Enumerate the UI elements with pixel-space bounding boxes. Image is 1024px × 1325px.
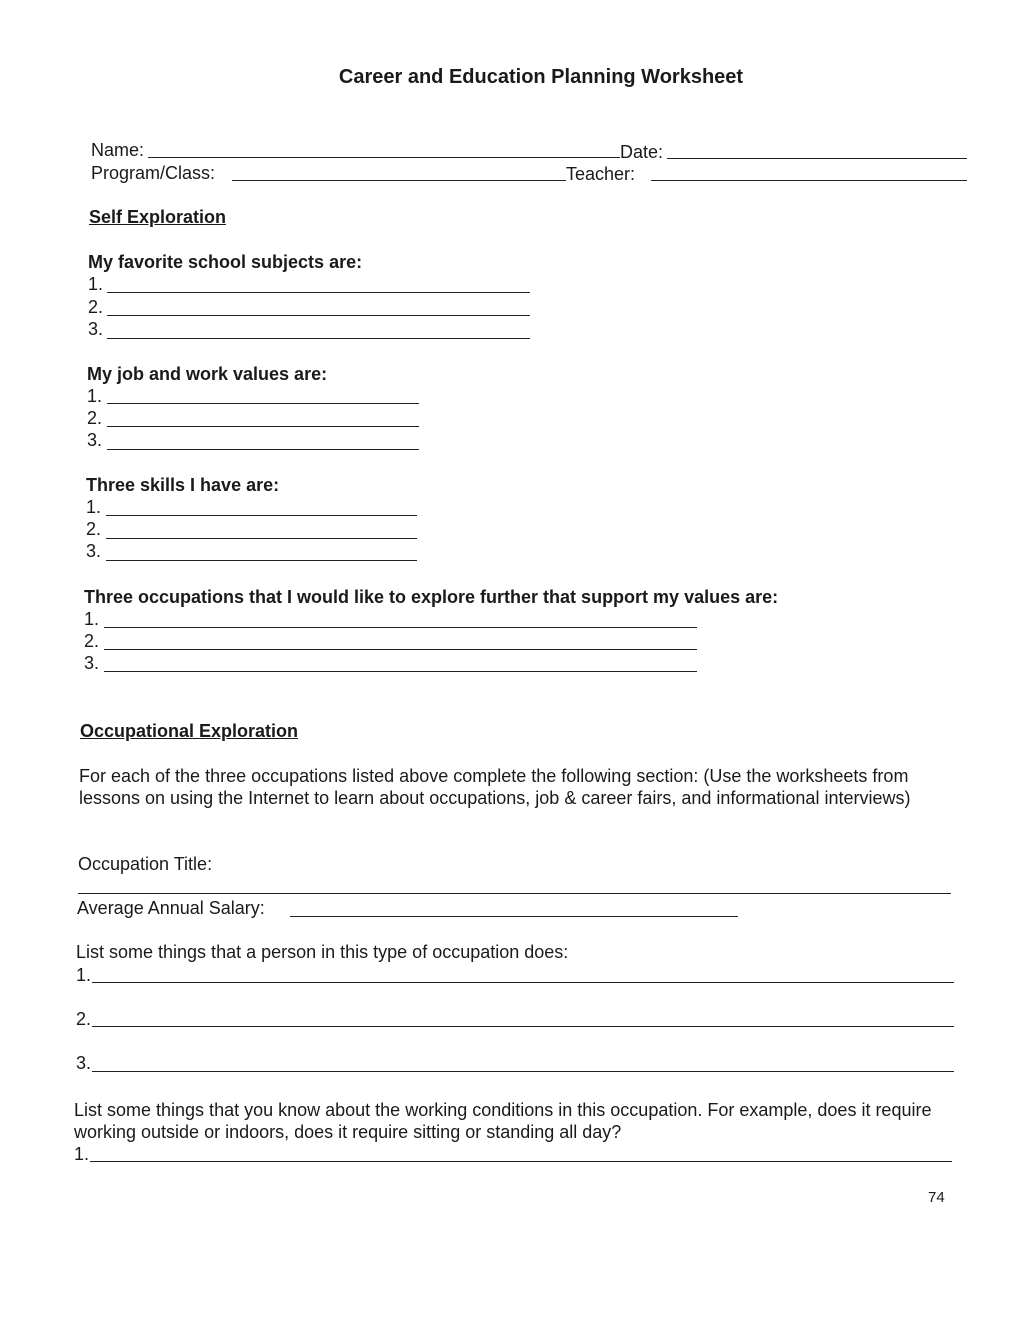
conditions-prompt: List some things that you know about the working conditions in this occupation. For example, does it require working outside or indoors, does it require sitting or standing all day? — [74, 1100, 932, 1142]
occupations-line-3[interactable] — [104, 671, 697, 672]
duties-number-2: 2. — [76, 1009, 92, 1029]
subjects-prompt: My favorite school subjects are: — [88, 252, 363, 272]
duties-number-3: 3. — [76, 1053, 92, 1073]
skills-number-2: 2. — [86, 519, 102, 539]
skills-number-1: 1. — [86, 497, 102, 517]
values-number-1: 1. — [87, 386, 103, 406]
duties-line-1[interactable] — [92, 982, 954, 983]
occupational-exploration-heading: Occupational Exploration — [80, 721, 299, 741]
date-label: Date: — [620, 142, 664, 162]
occupational-intro-text: For each of the three occupations listed above complete the following section: (Use the worksheets from lessons on using the Internet to learn about occupations, job & career fairs, and informational interviews) — [79, 766, 911, 808]
subjects-line-2[interactable] — [107, 315, 530, 316]
page-number: 74 — [928, 1189, 945, 1206]
subjects-line-3[interactable] — [107, 338, 530, 339]
conditions-line-1[interactable] — [90, 1161, 952, 1162]
values-line-1[interactable] — [107, 403, 419, 404]
self-exploration-heading: Self Exploration — [89, 207, 227, 227]
program-class-label: Program/Class: — [91, 163, 216, 183]
teacher-field[interactable] — [651, 180, 967, 181]
occupations-number-3: 3. — [84, 653, 100, 673]
duties-line-2[interactable] — [92, 1026, 954, 1027]
values-line-2[interactable] — [107, 426, 419, 427]
values-number-3: 3. — [87, 430, 103, 450]
occupations-number-2: 2. — [84, 631, 100, 651]
skills-prompt: Three skills I have are: — [86, 475, 280, 495]
page-title: Career and Education Planning Worksheet — [338, 66, 744, 88]
program-class-field[interactable] — [232, 180, 566, 181]
values-line-3[interactable] — [107, 449, 419, 450]
salary-label: Average Annual Salary: — [77, 898, 265, 918]
skills-number-3: 3. — [86, 541, 102, 561]
duties-prompt: List some things that a person in this type of occupation does: — [76, 942, 569, 962]
duties-number-1: 1. — [76, 965, 92, 985]
subjects-number-2: 2. — [88, 297, 104, 317]
occupations-line-1[interactable] — [104, 627, 697, 628]
name-field[interactable] — [148, 157, 620, 158]
conditions-number-1: 1. — [74, 1144, 90, 1164]
skills-line-1[interactable] — [106, 515, 417, 516]
occupations-prompt: Three occupations that I would like to explore further that support my values are: — [84, 587, 779, 607]
salary-field[interactable] — [290, 916, 738, 917]
occupation-title-field[interactable] — [78, 893, 951, 894]
skills-line-2[interactable] — [106, 538, 417, 539]
subjects-number-1: 1. — [88, 274, 104, 294]
values-prompt: My job and work values are: — [87, 364, 328, 384]
values-number-2: 2. — [87, 408, 103, 428]
occupations-number-1: 1. — [84, 609, 100, 629]
name-label: Name: — [91, 140, 145, 160]
occupations-line-2[interactable] — [104, 649, 697, 650]
subjects-line-1[interactable] — [107, 292, 530, 293]
subjects-number-3: 3. — [88, 319, 104, 339]
duties-line-3[interactable] — [92, 1071, 954, 1072]
occupation-title-label: Occupation Title: — [78, 854, 213, 874]
date-field[interactable] — [667, 158, 967, 159]
skills-line-3[interactable] — [106, 560, 417, 561]
teacher-label: Teacher: — [566, 164, 636, 184]
